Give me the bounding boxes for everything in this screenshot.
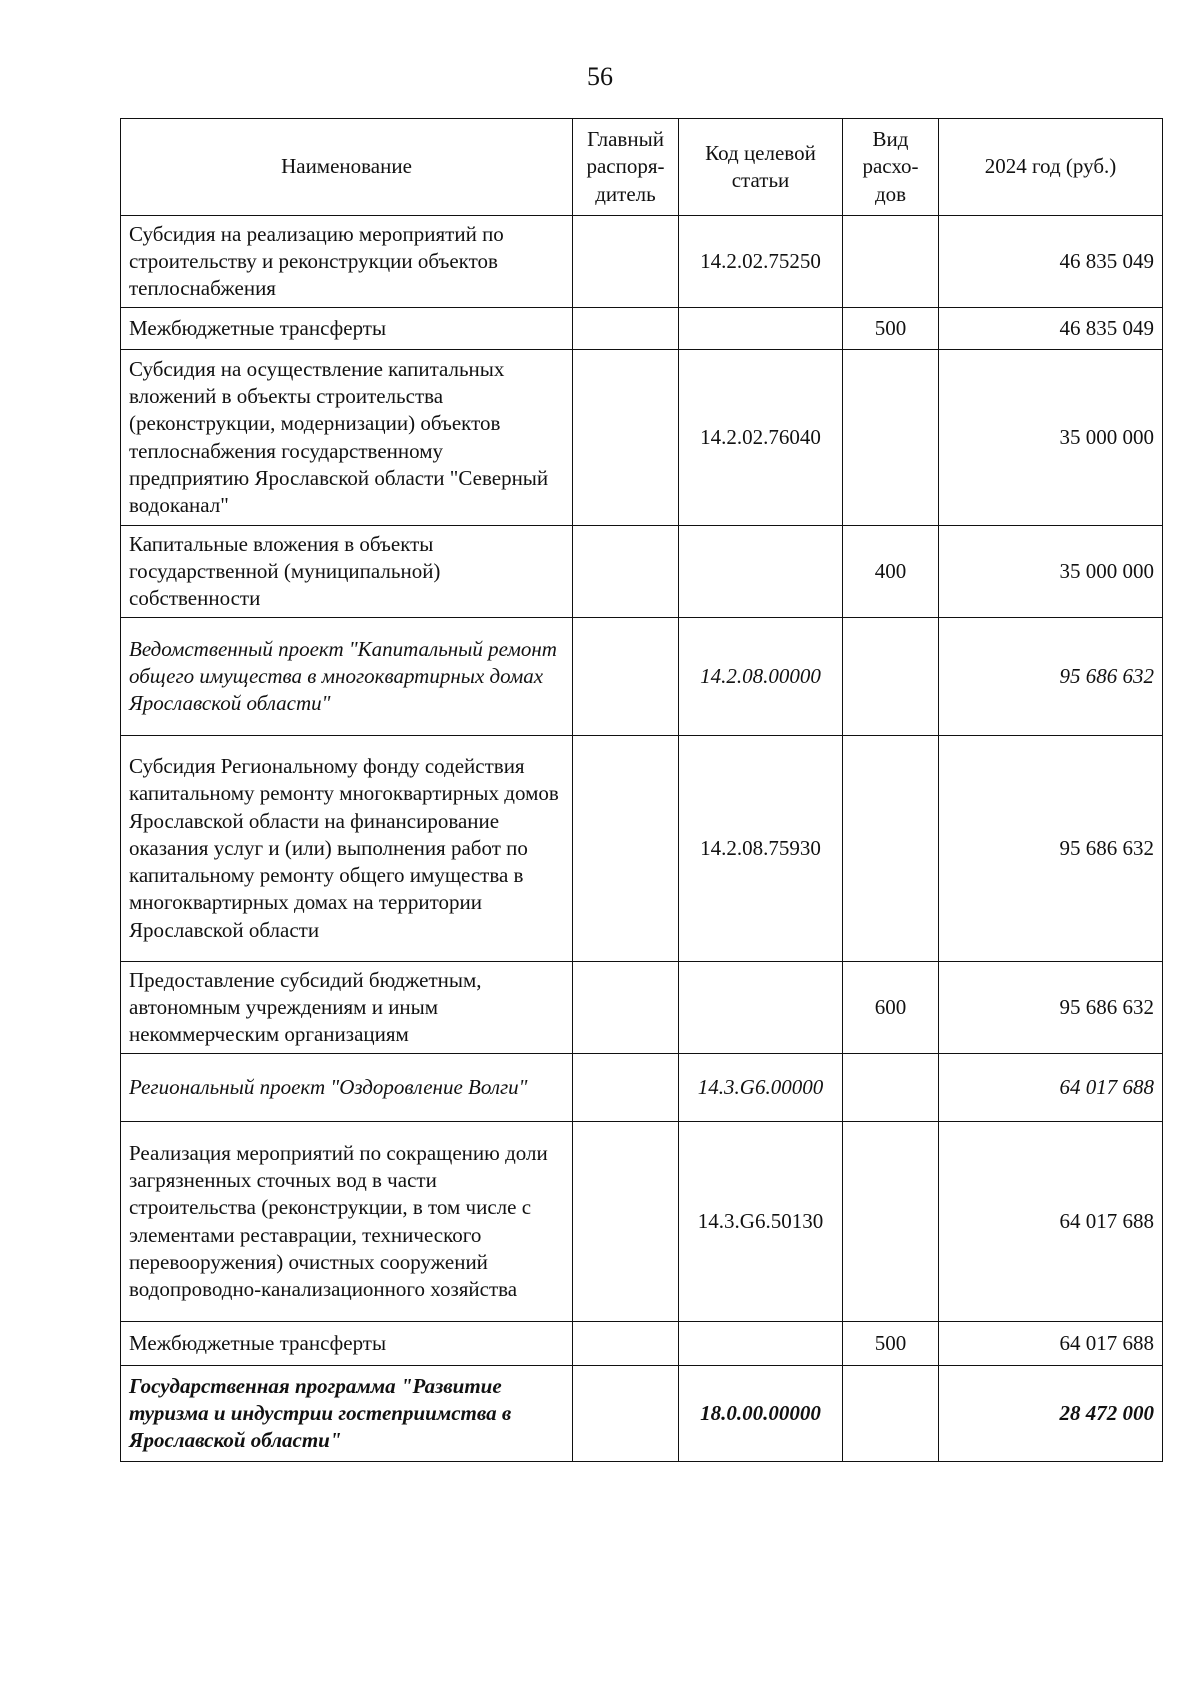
row-manager (573, 1322, 679, 1366)
row-kind (843, 1366, 939, 1462)
row-code (679, 962, 843, 1054)
row-code (679, 1322, 843, 1366)
row-kind: 600 (843, 962, 939, 1054)
header-name: Наименование (121, 119, 573, 216)
row-kind: 500 (843, 308, 939, 350)
row-manager (573, 526, 679, 618)
row-code: 14.2.02.75250 (679, 216, 843, 308)
row-amount: 95 686 632 (939, 736, 1163, 962)
row-amount: 46 835 049 (939, 216, 1163, 308)
header-code: Код целевой статьи (679, 119, 843, 216)
page-number: 56 (587, 62, 613, 91)
row-manager (573, 736, 679, 962)
row-name: Капитальные вложения в объекты государственной (муниципальной) собственности (121, 526, 573, 618)
row-amount: 95 686 632 (939, 618, 1163, 736)
row-name: Субсидия на реализацию мероприятий по строительству и реконструкции объектов теплоснабжения (121, 216, 573, 308)
row-name: Реализация мероприятий по сокращению доли загрязненных сточных вод в части строительства (реконструкции, в том числе с элементами реставрации, технического перевооружения) очистных сооружений водопроводно-канализационного хозяйства (121, 1122, 573, 1322)
table-row (121, 1122, 1163, 1322)
row-name: Государственная программа "Развитие туризма и индустрии гостеприимства в Ярославской области" (121, 1366, 573, 1462)
row-kind (843, 618, 939, 736)
row-amount: 64 017 688 (939, 1054, 1163, 1122)
row-code: 14.3.G6.00000 (679, 1054, 843, 1122)
row-amount: 64 017 688 (939, 1322, 1163, 1366)
row-amount: 35 000 000 (939, 526, 1163, 618)
table-row (121, 736, 1163, 962)
row-manager (573, 350, 679, 526)
row-code: 14.2.08.00000 (679, 618, 843, 736)
row-name: Ведомственный проект "Капитальный ремонт общего имущества в многоквартирных домах Ярославской области" (121, 618, 573, 736)
table-row (121, 350, 1163, 526)
row-name: Субсидия Региональному фонду содействия капитальному ремонту многоквартирных домов Ярославской области на финансирование оказания услуг и (или) выполнения работ по капитальному ремонту общего имущества в многоквартирных домах на территории Ярославской области (121, 736, 573, 962)
table-row (121, 1054, 1163, 1122)
row-name: Межбюджетные трансферты (121, 1322, 573, 1366)
table-row (121, 1366, 1163, 1462)
row-name: Межбюджетные трансферты (121, 308, 573, 350)
header-amount: 2024 год (руб.) (939, 119, 1163, 216)
row-name: Предоставление субсидий бюджетным, автономным учреждениям и иным некоммерческим организациям (121, 962, 573, 1054)
row-kind (843, 736, 939, 962)
row-manager (573, 1054, 679, 1122)
row-code: 14.3.G6.50130 (679, 1122, 843, 1322)
row-kind (843, 1054, 939, 1122)
row-manager (573, 1366, 679, 1462)
table-row (121, 526, 1163, 618)
row-manager (573, 308, 679, 350)
row-manager (573, 962, 679, 1054)
row-code (679, 526, 843, 618)
header-manager: Главный распоря-дитель (573, 119, 679, 216)
table-header-row (121, 119, 1163, 216)
budget-table (120, 118, 1163, 1462)
row-amount: 35 000 000 (939, 350, 1163, 526)
row-amount: 64 017 688 (939, 1122, 1163, 1322)
table-row (121, 618, 1163, 736)
row-kind: 500 (843, 1322, 939, 1366)
table-row (121, 962, 1163, 1054)
row-code: 18.0.00.00000 (679, 1366, 843, 1462)
row-code: 14.2.02.76040 (679, 350, 843, 526)
row-name: Региональный проект "Оздоровление Волги" (121, 1054, 573, 1122)
table-row (121, 216, 1163, 308)
row-manager (573, 618, 679, 736)
row-manager (573, 216, 679, 308)
row-kind: 400 (843, 526, 939, 618)
row-kind (843, 1122, 939, 1322)
table-row (121, 308, 1163, 350)
row-amount: 28 472 000 (939, 1366, 1163, 1462)
row-amount: 95 686 632 (939, 962, 1163, 1054)
row-kind (843, 350, 939, 526)
row-code: 14.2.08.75930 (679, 736, 843, 962)
row-kind (843, 216, 939, 308)
table-row (121, 1322, 1163, 1366)
header-kind: Вид расхо-дов (843, 119, 939, 216)
row-name: Субсидия на осуществление капитальных вложений в объекты строительства (реконструкции, модернизации) объектов теплоснабжения государственному предприятию Ярославской области "Северный водоканал" (121, 350, 573, 526)
row-code (679, 308, 843, 350)
row-manager (573, 1122, 679, 1322)
row-amount: 46 835 049 (939, 308, 1163, 350)
